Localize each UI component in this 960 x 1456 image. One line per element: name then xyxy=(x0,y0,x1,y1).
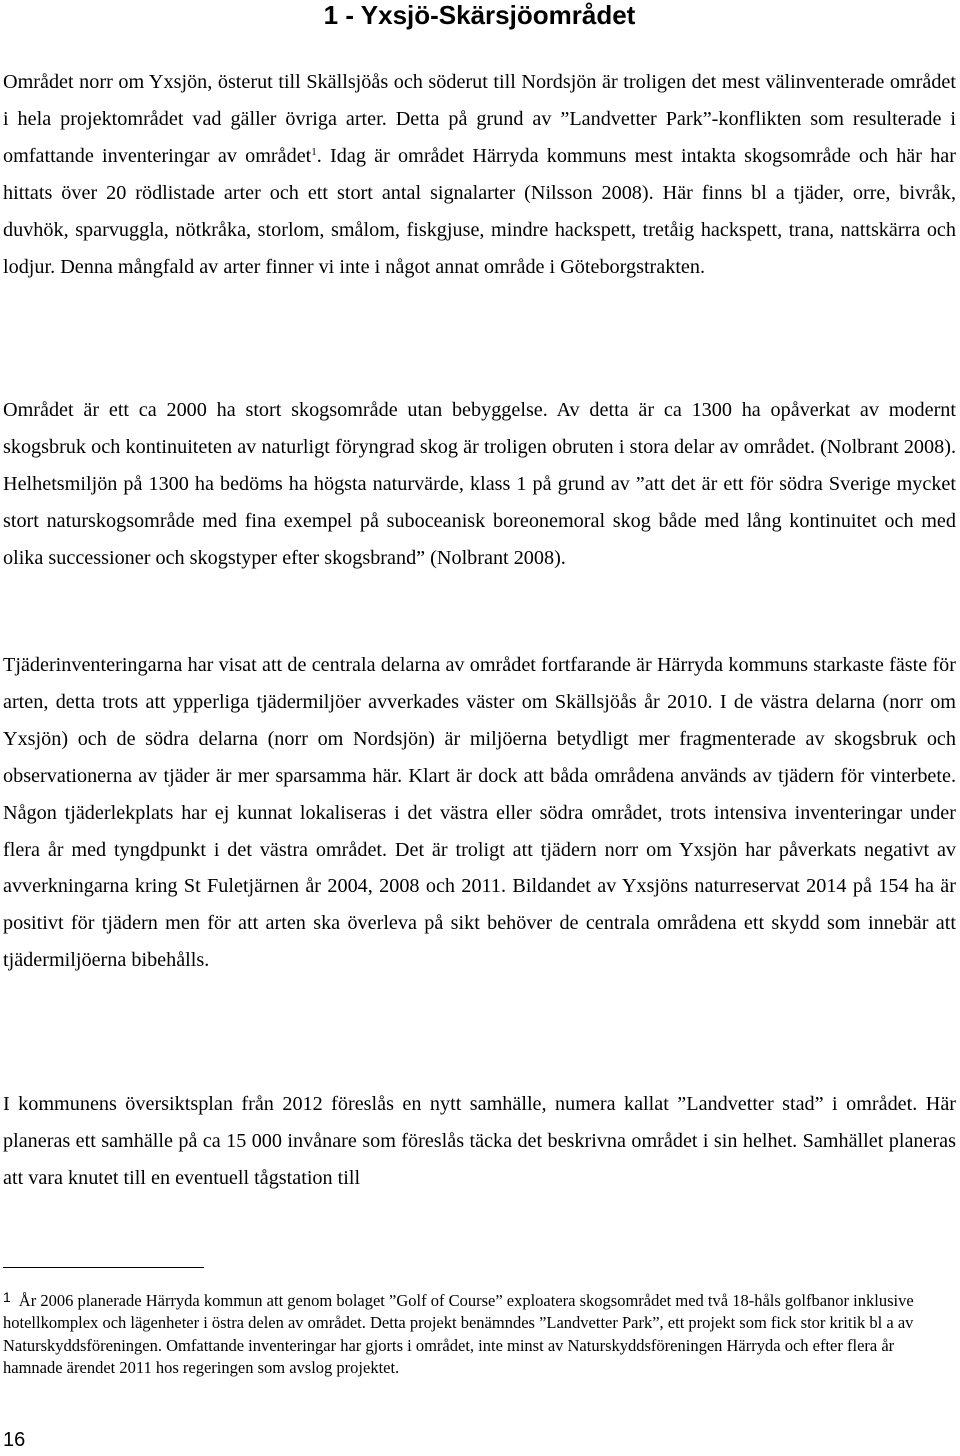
paragraph-intro-part-a: Området norr om Yxsjön, österut till Skällsjöås och söderut till Nordsjön är troligen det mest välinventerade området i hela projektområdet vad gäller övriga arter. Detta på grund av ”Landvetter Park”-konflikten som resulterade i omfattande inventeringar av området xyxy=(3,71,956,167)
paragraph-capercaillie: Tjäderinventeringarna har visat att de centrala delarna av området fortfarande är Härryda kommuns starkaste fäste för arten, detta trots att ypperliga tjädermiljöer avverkades väster om Skällsjöås år 2010. I de västra delarna (norr om Yxsjön) och de södra delarna (norr om Nordsjön) är miljöerna betydligt mer fragmenterade av skogsbruk och observationerna av tjäder är mer sparsamma här. Klart är dock att båda områdena används av tjädern för vinterbete. Någon tjäderlekplats har ej kunnat lokaliseras i det västra eller södra området, trots intensiva inventeringar under flera år med tyngdpunkt i det västra området. Det är troligt att tjädern norr om Yxsjön har påverkats negativt av avverkningarna kring St Fuletjärnen år 2004, 2008 och 2011. Bildandet av Yxsjöns naturreservat 2014 på 154 ha är positivt för tjädern men för att arten ska överleva på sikt behöver de centrala områdena ett skydd som innebär att tjädermiljöerna bibehålls. xyxy=(3,654,956,972)
paragraph-intro-part-b: . Idag är området Härryda kommuns mest intakta skogsområde och här har hittats över 20 rödlistade arter och ett stort antal signalarter (Nilsson 2008). Här finns bl a tjäder, orre, bivråk, duvhök, sparvuggla, nötkråka, storlom, smålom, fiskgjuse, mindre hackspett, tretåig hackspett, trana, nattskärra och lodjur. Denna mångfald av arter finner vi inte i något annat område i Göteborgstrakten. xyxy=(3,144,956,278)
footnote xyxy=(3,1286,956,1379)
paragraph-comprehensive-plan: I kommunens översiktsplan från 2012 föreslås en nytt samhälle, numera kallat ”Landvetter stad” i området. Här planeras ett samhälle på ca 15 000 invånare som föreslås täcka det beskrivna området i sin helhet. Samhället planeras att vara knutet till en eventuell tågstation till xyxy=(3,1093,956,1189)
footnote-text: År 2006 planerade Härryda kommun att genom bolaget ”Golf of Course” exploatera skogsområdet med två 18-håls golfbanor inklusive hotellkomplex och lägenheter i östra delen av området. Detta projekt benämndes ”Landvetter Park”, ett projekt som fick stor kritik bl a av Naturskyddsföreningen. Omfattande inventeringar har gjorts i området, inte minst av Naturskyddsföreningen Härryda och efter flera år hamnade ärendet 2011 hos regeringen som avslog projektet. xyxy=(3,1291,914,1377)
footnote-marker: 1 xyxy=(3,1289,11,1305)
footnote-reference[interactable]: 1 xyxy=(311,145,317,158)
page-title: 1 - Yxsjö-Skärsjöområdet xyxy=(323,0,636,30)
paragraph-intro xyxy=(3,64,956,285)
paragraph-forest-area: Området är ett ca 2000 ha stort skogsområde utan bebyggelse. Av detta är ca 1300 ha opåverkat av modernt skogsbruk och kontinuiteten av naturligt föryngrad skog är troligen obruten i stora delar av området. (Nolbrant 2008). Helhetsmiljön på 1300 ha bedöms ha högsta naturvärde, klass 1 på grund av ”att det är ett för södra Sverige mycket stort naturskogsområde med fina exempel på suboceanisk boreonemoral skog både med lång kontinuitet och med olika successioner och skogstyper efter skogsbrand” (Nolbrant 2008). xyxy=(3,399,956,569)
page-number: 16 xyxy=(3,1429,26,1451)
footnote-divider xyxy=(3,1267,204,1268)
